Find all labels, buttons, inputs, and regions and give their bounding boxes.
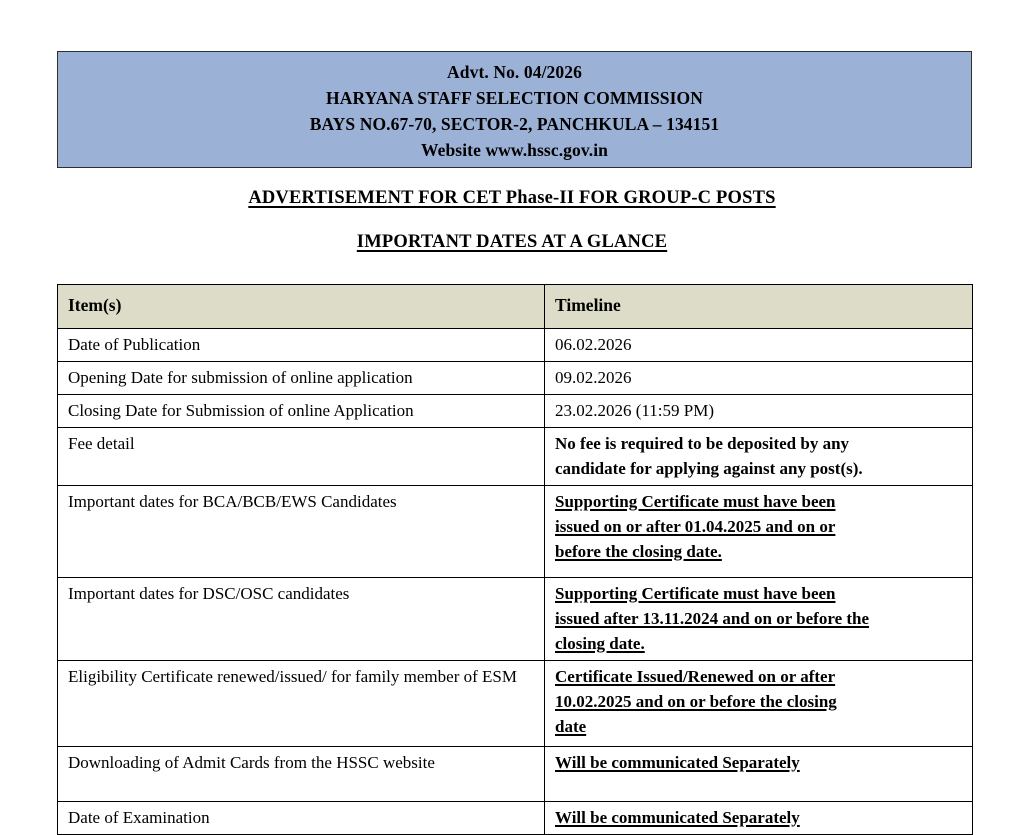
row-item-label: Fee detail — [58, 428, 545, 486]
row-item-label: Closing Date for Submission of online Application — [58, 395, 545, 428]
value-line: issued after 13.11.2024 and on or before the — [555, 609, 870, 628]
value-line: Will be communicated Separately — [555, 753, 800, 772]
masthead-line-advt-no: Advt. No. 04/2026 — [447, 61, 582, 82]
advertisement-heading-text: ADVERTISEMENT FOR CET Phase-II FOR GROUP-C POSTS — [248, 188, 776, 208]
table-header-row — [58, 285, 973, 329]
row-item-label: Important dates for DSC/OSC candidates — [58, 578, 545, 661]
column-header-items: Item(s) — [58, 285, 545, 329]
advertisement-heading — [0, 188, 1024, 209]
value-line: 10.02.2025 and on or before the closing — [555, 692, 837, 711]
row-timeline-value — [545, 578, 973, 661]
masthead-line-address: BAYS NO.67-70, SECTOR-2, PANCHKULA – 134151 — [309, 113, 720, 134]
table-row — [58, 486, 973, 578]
table-row — [58, 428, 973, 486]
row-item-label: Eligibility Certificate renewed/issued/ for family member of ESM — [58, 661, 545, 747]
important-dates-table — [57, 284, 973, 835]
masthead-line-organisation: HARYANA STAFF SELECTION COMMISSION — [326, 87, 703, 108]
table-body — [58, 329, 973, 835]
row-timeline-value — [545, 661, 973, 747]
table-row — [58, 578, 973, 661]
value-line: Supporting Certificate must have been — [555, 492, 836, 511]
important-dates-heading — [0, 232, 1024, 253]
table-row — [58, 362, 973, 395]
table-header — [58, 285, 973, 329]
table-row — [58, 395, 973, 428]
row-timeline-value — [545, 395, 973, 428]
row-item-label: Downloading of Admit Cards from the HSSC website — [58, 747, 545, 802]
value-line: 23.02.2026 (11:59 PM) — [555, 401, 714, 420]
value-line: before the closing date. — [555, 542, 722, 561]
column-header-timeline: Timeline — [545, 285, 973, 329]
row-timeline-value — [545, 486, 973, 578]
table-row — [58, 661, 973, 747]
value-line: No fee is required to be deposited by any — [555, 434, 850, 453]
row-timeline-value — [545, 329, 973, 362]
important-dates-heading-text: IMPORTANT DATES AT A GLANCE — [356, 232, 668, 252]
value-line: candidate for applying against any post(s). — [555, 459, 863, 478]
table-row — [58, 802, 973, 835]
masthead-banner — [57, 51, 972, 168]
row-item-label: Date of Publication — [58, 329, 545, 362]
value-line: 06.02.2026 — [555, 335, 632, 354]
row-item-label: Date of Examination — [58, 802, 545, 835]
row-timeline-value — [545, 747, 973, 802]
value-line: closing date. — [555, 634, 645, 653]
table-row — [58, 329, 973, 362]
masthead-line-website: Website www.hssc.gov.in — [420, 139, 609, 160]
value-line: Supporting Certificate must have been — [555, 584, 836, 603]
value-line: Certificate Issued/Renewed on or after — [555, 667, 836, 686]
row-timeline-value — [545, 802, 973, 835]
value-line: Will be communicated Separately — [555, 808, 800, 827]
row-item-label: Opening Date for submission of online application — [58, 362, 545, 395]
row-timeline-value — [545, 428, 973, 486]
table-row — [58, 747, 973, 802]
value-line: issued on or after 01.04.2025 and on or — [555, 517, 836, 536]
row-item-label: Important dates for BCA/BCB/EWS Candidates — [58, 486, 545, 578]
value-line: date — [555, 717, 587, 736]
value-line: 09.02.2026 — [555, 368, 632, 387]
row-timeline-value — [545, 362, 973, 395]
